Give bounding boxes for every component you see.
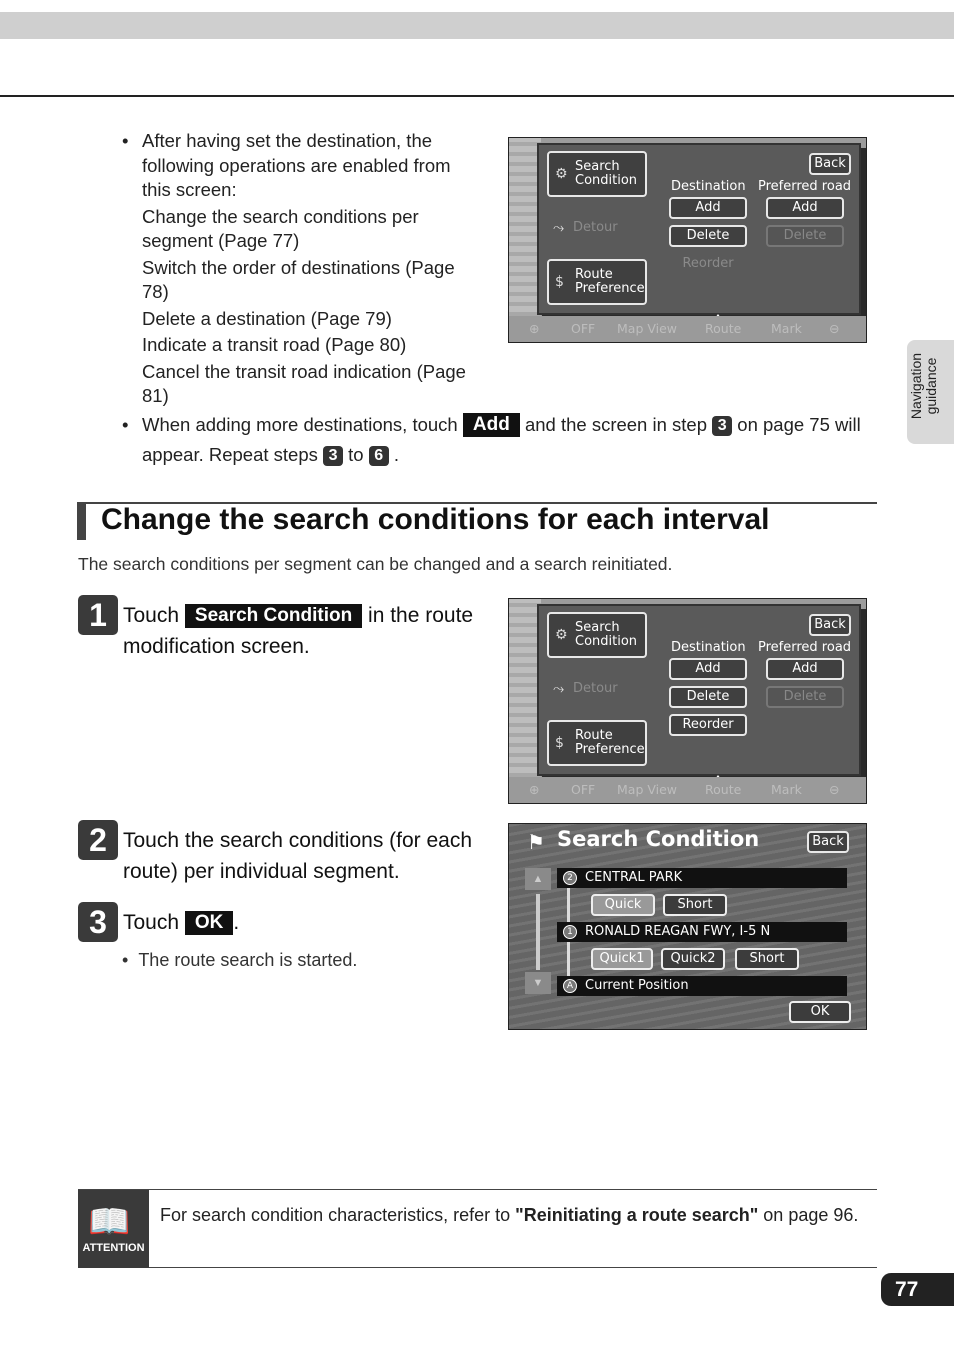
route-icon: $	[555, 274, 564, 290]
bullet2-to: to	[348, 444, 364, 465]
intro-item: Switch the order of destinations (Page 78)	[142, 256, 455, 302]
intro-bullet-1	[122, 129, 482, 409]
attention-icon-box	[78, 1190, 149, 1268]
gear-icon: ⚙	[555, 166, 568, 182]
quick1-button[interactable]: Quick1	[591, 948, 653, 970]
zoom-in-icon[interactable]: ⊕	[529, 321, 540, 336]
ok-key: OK	[185, 911, 234, 935]
map-view-button[interactable]: Map View	[617, 782, 678, 797]
search-condition-button[interactable]: ⚙ Search Condition	[547, 612, 647, 658]
quick-button[interactable]: Quick	[591, 894, 655, 916]
detour-button[interactable]: ⤳ Detour	[553, 681, 618, 697]
bullet2-text-c: on page 75 will appear. Repeat steps	[142, 414, 861, 465]
detour-icon: ⤳	[553, 220, 565, 236]
intro-bullet-2	[122, 410, 882, 470]
back-button[interactable]: Back	[809, 153, 851, 175]
menu-panel	[537, 143, 861, 315]
detour-button[interactable]: ⤳ Detour	[553, 220, 618, 236]
mark-button[interactable]: Mark	[771, 321, 802, 336]
quick2-button[interactable]: Quick2	[661, 948, 725, 970]
reference-link: "Reinitiating a route search"	[515, 1205, 759, 1225]
intro-item: Change the search conditions per segment (Page 77)	[142, 205, 419, 251]
off-button[interactable]: OFF	[571, 782, 596, 797]
search-condition-button[interactable]: ⚙ Search Condition	[547, 151, 647, 197]
road-add-button[interactable]: Add	[766, 658, 844, 680]
route-menu-screenshot-2	[508, 598, 867, 804]
step-ref: 6	[369, 446, 389, 466]
intro-item: Delete a destination (Page 79)	[142, 307, 392, 329]
destination-row[interactable]: 2 CENTRAL PARK	[557, 868, 847, 888]
attention-label: ATTENTION	[82, 1242, 145, 1254]
step-number: 1	[78, 595, 118, 635]
side-tab	[907, 340, 954, 444]
book-icon: 📖	[88, 1203, 131, 1241]
zoom-out-icon[interactable]: ⊖	[829, 321, 840, 336]
current-position-badge: A	[563, 979, 577, 993]
zoom-in-icon[interactable]: ⊕	[529, 782, 540, 797]
route-menu-screenshot-1	[508, 137, 867, 343]
road-add-button[interactable]: Add	[766, 197, 844, 219]
step-1-text: Touch Search Condition in the route modification screen.	[123, 604, 474, 658]
add-key: Add	[463, 413, 520, 437]
road-delete-button[interactable]: Delete	[766, 225, 844, 247]
attention-text: For search condition characteristics, refer to "Reinitiating a route search" on page 96.	[160, 1205, 859, 1225]
route-preference-button[interactable]: $ Route Preference	[547, 259, 647, 305]
reorder-button[interactable]: Reorder	[669, 714, 747, 736]
search-condition-title: Search Condition	[557, 827, 760, 851]
route-flag-icon: ⚑	[527, 832, 545, 854]
scroll-up-icon[interactable]: ▲	[525, 868, 551, 890]
map-view-button[interactable]: Map View	[617, 321, 678, 336]
header-band	[0, 12, 954, 39]
map-bottom-bar	[509, 777, 866, 803]
zoom-out-icon[interactable]: ⊖	[829, 782, 840, 797]
step-2-text: Touch the search conditions (for each route) per individual segment.	[123, 829, 473, 883]
bullet2-text-b: and the screen in step	[524, 414, 707, 435]
menu-panel	[537, 604, 861, 776]
page-number: 77	[881, 1273, 954, 1306]
step-number: 2	[78, 820, 118, 860]
route-button[interactable]: Route	[705, 321, 742, 336]
waypoint-row[interactable]: 1 RONALD REAGAN FWY, I-5 N	[557, 922, 847, 942]
destination-label: Destination	[671, 640, 746, 655]
header-rule	[0, 95, 954, 97]
section-description: The search conditions per segment can be changed and a search reinitiated.	[78, 554, 673, 574]
destination-add-button[interactable]: Add	[669, 197, 747, 219]
segment-link	[567, 942, 570, 976]
search-condition-key: Search Condition	[185, 604, 362, 628]
off-button[interactable]: OFF	[571, 321, 596, 336]
step-number: 3	[78, 902, 118, 942]
preferred-road-label: Preferred road	[758, 640, 852, 655]
detour-icon: ⤳	[553, 681, 565, 697]
search-condition-screenshot	[508, 823, 867, 1030]
back-button[interactable]: Back	[807, 831, 849, 853]
short-button[interactable]: Short	[735, 948, 799, 970]
gear-icon: ⚙	[555, 627, 568, 643]
step-3-text: Touch OK .	[123, 911, 240, 934]
bullet-dot: •	[122, 130, 129, 151]
intro-item: Cancel the transit road indication (Page 81)	[142, 360, 466, 406]
section-bar	[77, 502, 86, 540]
scroll-track[interactable]	[536, 894, 540, 970]
scroll-down-icon[interactable]: ▼	[525, 972, 551, 994]
back-button[interactable]: Back	[809, 614, 851, 636]
destination-delete-button[interactable]: Delete	[669, 686, 747, 708]
step-3-bullet: • The route search is started.	[122, 950, 358, 970]
destination-add-button[interactable]: Add	[669, 658, 747, 680]
attention-box	[78, 1189, 877, 1268]
map-bottom-bar	[509, 316, 866, 342]
current-position-row[interactable]: A Current Position	[557, 976, 847, 996]
step-ref: 3	[323, 446, 343, 466]
intro-item: Indicate a transit road (Page 80)	[142, 334, 407, 355]
route-icon: $	[555, 735, 564, 751]
waypoint-badge: 1	[563, 925, 577, 939]
bullet2-text-a: When adding more destinations, touch	[142, 414, 458, 435]
preferred-road-label: Preferred road	[758, 179, 852, 194]
bullet-dot: •	[122, 414, 129, 435]
destination-label: Destination	[671, 179, 746, 194]
reorder-button[interactable]: Reorder	[682, 256, 734, 271]
ok-button[interactable]: OK	[789, 1001, 851, 1023]
step-ref: 3	[712, 416, 732, 436]
short-button[interactable]: Short	[663, 894, 727, 916]
destination-badge: 2	[563, 871, 577, 885]
side-tab-label: Navigation guidance	[908, 352, 939, 420]
segment-link	[567, 888, 570, 922]
bullet2-end: .	[393, 444, 400, 465]
road-delete-button[interactable]: Delete	[766, 686, 844, 708]
intro-lead: After having set the destination, the following operations are enabled from this screen:	[142, 130, 451, 200]
destination-delete-button[interactable]: Delete	[669, 225, 747, 247]
mark-button[interactable]: Mark	[771, 782, 802, 797]
route-preference-button[interactable]: $ Route Preference	[547, 720, 647, 766]
section-title: Change the search conditions for each interval	[101, 503, 770, 536]
route-button[interactable]: Route	[705, 782, 742, 797]
